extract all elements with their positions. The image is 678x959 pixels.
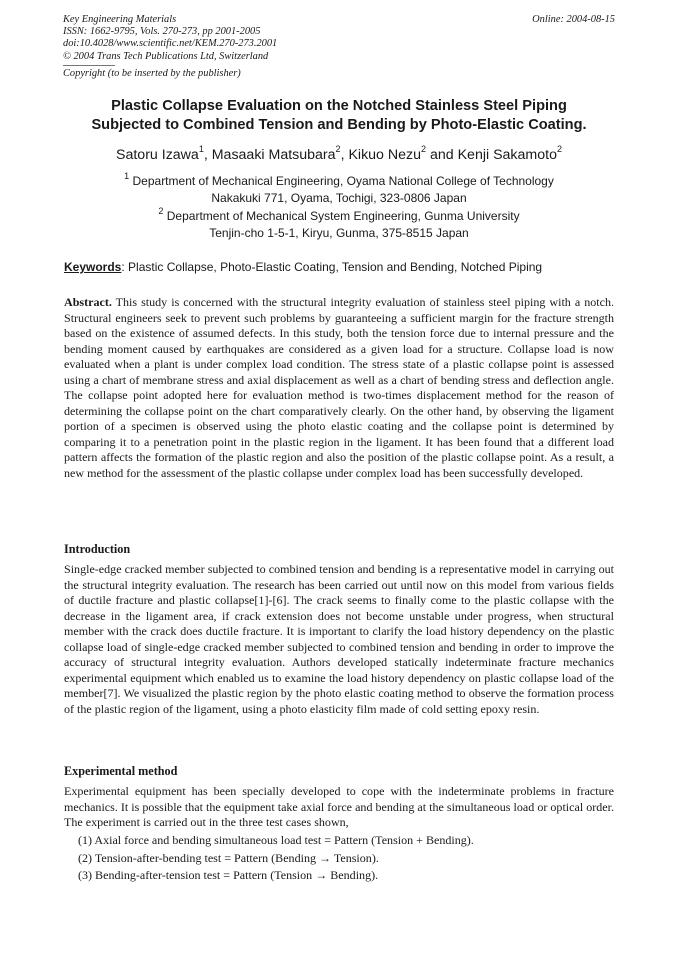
- affiliation-address: Tenjin-cho 1-5-1, Kiryu, Gunma, 375-8515 Japan: [209, 225, 469, 240]
- list-item: (3) Bending-after-tension test = Pattern (Tension → Bending).: [78, 868, 379, 883]
- author-name: Masaaki Matsubara: [211, 147, 336, 163]
- author-affil-sup: 2: [335, 144, 341, 155]
- affiliation-1: [40, 173, 638, 206]
- abstract: [64, 295, 614, 481]
- author-separator: and: [426, 147, 458, 163]
- journal-name: Key Engineering Materials: [63, 14, 177, 25]
- author-name: Satoru Izawa: [116, 147, 199, 163]
- affiliation-sup: 2: [158, 206, 164, 216]
- affiliation-address: Nakakuki 771, Oyama, Tochigi, 323-0806 Japan: [211, 190, 467, 205]
- affiliation-dept: Department of Mechanical System Engineering, Gunma University: [166, 209, 520, 223]
- test-case-list: [78, 832, 474, 885]
- keywords-text: Plastic Collapse, Photo-Elastic Coating, Tension and Bending, Notched Piping: [128, 260, 543, 274]
- journal-header: [63, 14, 615, 80]
- keywords-colon: :: [121, 260, 125, 274]
- introduction-paragraph: Single-edge cracked member subjected to combined tension and bending is a representative model in carrying out the structural integrity evaluation. The research has been carried out until now on this model from various fields of ductile fracture and plastic collapse[1]-[6]. The crack seems to finally come to the plastic collapse with the decrease in the ligament area, if crack extension does not become unstable under progress, when structural member with the crack does ductile fracture. It is important to clarify the load history dependency on the plastic collapse load of single-edge cracked member subjected to combined tension and bending in order to improve the accuracy of structural integrity evaluation. Authors developed statically indeterminate fracture mechanics experimental equipment which enabled us to examine the load history dependency on plastic collapse load of the member[7]. We visualized the plastic region by the photo elastic coating method to observe the formation process of the plastic region of the ligament, using a photo elasticity film made of cold setting epoxy resin.: [64, 562, 614, 716]
- list-item: (1) Axial force and bending simultaneous load test = Pattern (Tension + Bending).: [78, 833, 474, 847]
- abstract-text: This study is concerned with the structural integrity evaluation of stainless steel piping with a notch. Structural engineers seek to prevent such problems by guaranteeing a sufficient margin for the fracture strength based on the existence of assumed defects. In this study, both the tension force due to internal pressure and the bending moment caused by earthquakes are considered as a given load for a structure. Collapse load is now evaluated when a plant is under complex load condition. The stress state of a plastic collapse point is assessed using a chart of membrane stress and axial displacement as well as a chart of bending stress and deflection angle. The collapse point adopted here for evaluation method is two-times displacement method for the reason of determining the collapse point on the chart comparatively clearly. On the other hand, by observing the ligament portion of a specimen is observed using the photo elastic coating and the collapse point is determined by comparing it to a penetration point in the plastic region in the ligament. It has been found that a different load pattern affects the formation of the plastic region and also the position of the plastic collapse point. As a result, a new method for the assessment of the plastic collapse under complex load has been successfully developed.: [64, 295, 614, 480]
- affiliation-dept: Department of Mechanical Engineering, Oyama National College of Technology: [132, 174, 554, 188]
- copyright-line: Copyright (to be inserted by the publisher): [63, 67, 241, 79]
- author-name: Kikuo Nezu: [348, 147, 422, 163]
- title-line-1: Plastic Collapse Evaluation on the Notched Stainless Steel Piping: [111, 98, 567, 114]
- affiliation-2: [40, 208, 638, 241]
- introduction-heading: Introduction: [64, 542, 131, 556]
- author-affil-sup: 2: [556, 144, 562, 155]
- keywords: [64, 259, 624, 275]
- author-separator: ,: [203, 147, 212, 163]
- paper-title: [40, 97, 638, 135]
- online-date: Online: 2004-08-15: [532, 14, 615, 25]
- publisher-line: © 2004 Trans Tech Publications Ltd, Switzerland: [63, 50, 269, 62]
- author-name: Kenji Sakamoto: [457, 147, 557, 163]
- header-rule: [63, 65, 115, 66]
- doi-line: doi:10.4028/www.scientific.net/KEM.270-273.2001: [63, 38, 278, 50]
- list-item: (2) Tension-after-bending test = Pattern (Bending → Tension).: [78, 850, 379, 865]
- experimental-heading: Experimental method: [64, 764, 178, 778]
- experimental-paragraph: Experimental equipment has been specially developed to cope with the indeterminate problems in fracture mechanics. It is possible that the equipment take axial force and bending at the simultaneous load or optical order. The experiment is carried out in the three test cases shown,: [64, 784, 614, 829]
- issn-line: ISSN: 1662-9795, Vols. 270-273, pp 2001-2005: [63, 26, 261, 38]
- author-list: [40, 146, 638, 164]
- author-affil-sup: 1: [198, 144, 204, 155]
- author-separator: ,: [340, 147, 349, 163]
- affiliation-sup: 1: [124, 171, 130, 181]
- title-line-2: Subjected to Combined Tension and Bending by Photo-Elastic Coating.: [91, 117, 587, 133]
- keywords-label: Keywords: [64, 260, 122, 274]
- abstract-label: Abstract.: [64, 295, 112, 309]
- author-affil-sup: 2: [421, 144, 427, 155]
